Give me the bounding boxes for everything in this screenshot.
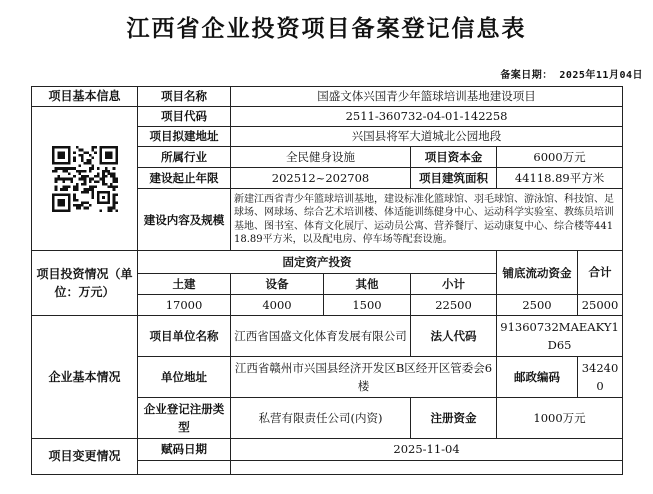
- label-area: 项目建筑面积: [411, 168, 497, 189]
- label-unit-address: 单位地址: [138, 357, 231, 398]
- legal-code: 91360732MAEAKY1D65: [497, 316, 623, 357]
- label-code-date: 赋码日期: [138, 439, 231, 461]
- registration-type: 私营有限责任公司(内资): [231, 398, 411, 439]
- label-other: 其他: [324, 274, 411, 295]
- section-enterprise: 企业基本情况: [32, 316, 138, 439]
- change-empty-value: [231, 461, 623, 475]
- label-industry: 所属行业: [138, 147, 231, 168]
- document-title: 江西省企业投资项目备案登记信息表: [126, 15, 527, 42]
- civil-value: 17000: [138, 295, 231, 316]
- label-subtotal: 小计: [411, 274, 497, 295]
- section-basic-info: 项目基本信息: [32, 87, 138, 107]
- unit-name: 江西省国盛文化体育发展有限公司: [231, 316, 411, 357]
- label-registered-capital: 注册资金: [411, 398, 497, 439]
- other-value: 1500: [324, 295, 411, 316]
- equipment-value: 4000: [231, 295, 324, 316]
- postcode: 342400: [578, 357, 623, 398]
- project-name: 国盛文体兴国青少年篮球培训基地建设项目: [231, 87, 623, 107]
- label-working-capital: 铺底流动资金: [497, 251, 578, 295]
- filing-date: 备案日期： 2025年11月04日: [500, 70, 643, 81]
- section-investment: 项目投资情况（单位：万元）: [32, 251, 138, 316]
- section-change: 项目变更情况: [32, 439, 138, 475]
- subtotal-value: 22500: [411, 295, 497, 316]
- label-fixed-assets: 固定资产投资: [138, 251, 497, 274]
- label-legal-code: 法人代码: [411, 316, 497, 357]
- label-total: 合计: [578, 251, 623, 295]
- label-civil: 土建: [138, 274, 231, 295]
- industry: 全民健身设施: [231, 147, 411, 168]
- label-project-name: 项目名称: [138, 87, 231, 107]
- label-project-code: 项目代码: [138, 107, 231, 127]
- construction-content: 新建江西省青少年篮球培训基地，建设标准化篮球馆、羽毛球馆、游泳馆、科技馆、足球场、网球场、综合艺术培训楼、体适能训练健身中心、运动科学实验室、教练员培训基地、图书室、体育文化展厅、运动员公寓、营养餐厅、运动康复中心、综合楼等44118.89平方米，以及配电房、停车场等配套设施。: [231, 189, 623, 251]
- label-equipment: 设备: [231, 274, 324, 295]
- project-code: 2511-360732-04-01-142258: [231, 107, 623, 127]
- code-date: 2025-11-04: [231, 439, 623, 461]
- unit-address: 江西省赣州市兴国县经济开发区B区经开区管委会6楼: [231, 357, 497, 398]
- label-unit-name: 项目单位名称: [138, 316, 231, 357]
- qr-code-icon: [52, 146, 118, 212]
- area: 44118.89平方米: [497, 168, 623, 189]
- qr-code-cell: [32, 107, 138, 251]
- registration-table: [31, 86, 623, 475]
- total-value: 25000: [578, 295, 623, 316]
- project-location: 兴国县将军大道城北公园地段: [231, 127, 623, 147]
- label-postcode: 邮政编码: [497, 357, 578, 398]
- label-period: 建设起止年限: [138, 168, 231, 189]
- label-content: 建设内容及规模: [138, 189, 231, 251]
- capital: 6000万元: [497, 147, 623, 168]
- working-capital-value: 2500: [497, 295, 578, 316]
- period: 202512~202708: [231, 168, 411, 189]
- registered-capital: 1000万元: [497, 398, 623, 439]
- label-capital: 项目资本金: [411, 147, 497, 168]
- change-empty-label: [138, 461, 231, 475]
- label-registration-type: 企业登记注册类型: [138, 398, 231, 439]
- label-project-location: 项目拟建地址: [138, 127, 231, 147]
